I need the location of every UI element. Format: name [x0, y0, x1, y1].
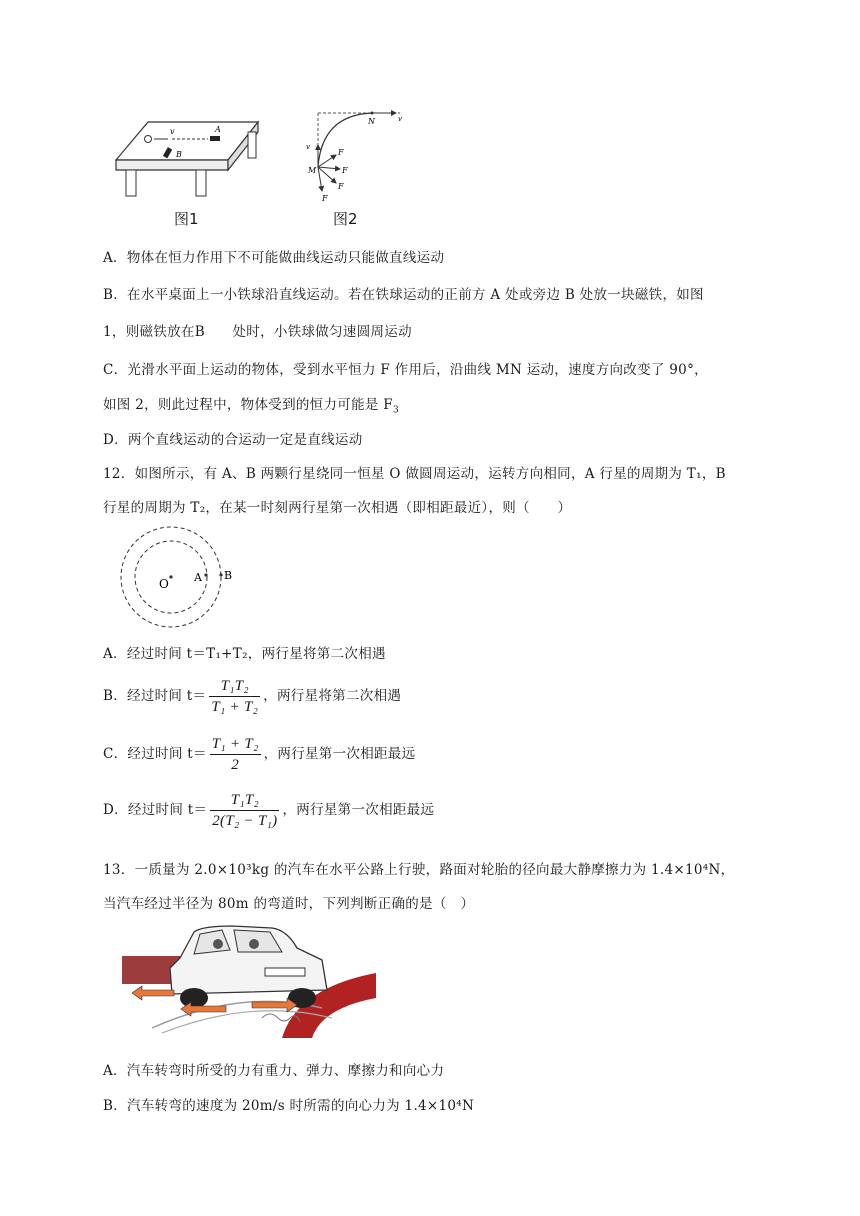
fraction-denominator: T₁ + T₂: [211, 699, 259, 715]
q11-option-c-subscript: 3: [392, 405, 399, 416]
q12-orbit-diagram: [116, 525, 236, 635]
q13-stem-line2: 当汽车经过半径为 80m 的弯道时，下列判断正确的是（ ）: [103, 896, 475, 912]
fraction-denominator: 2(T₂ − T₁): [212, 813, 278, 829]
q12-option-c: [103, 734, 415, 775]
fraction-numerator: T₁ + T₂: [210, 734, 261, 755]
q12-option-c-prefix: C．经过时间 t＝: [103, 746, 207, 762]
force-f1-label: F: [338, 148, 344, 157]
q11-option-d: D．两个直线运动的合运动一定是直线运动: [103, 432, 363, 448]
velocity-label: v: [170, 127, 175, 136]
q12-option-d-prefix: D．经过时间 t＝: [103, 802, 208, 818]
force-f4-label: F: [322, 194, 328, 203]
q13-option-a: A．汽车转弯时所受的力有重力、弹力、摩擦力和向心力: [103, 1063, 445, 1079]
figure-1-caption: 图1: [174, 210, 199, 228]
q11-option-c-line2: [103, 393, 399, 416]
fraction-numerator: T₁T₂: [209, 676, 260, 697]
figure-1-table: [108, 112, 268, 204]
q13-car-illustration: [122, 918, 376, 1038]
q12-option-b-fraction: [209, 676, 260, 717]
orbit-b-label: B: [224, 569, 233, 582]
magnet-a-label: A: [215, 125, 221, 134]
force-f3-label: F: [338, 182, 344, 191]
q11-option-c-line1: C．光滑水平面上运动的物体，受到水平恒力 F 作用后，沿曲线 MN 运动，速度方向改变了 90°，: [103, 362, 708, 378]
q12-option-b-suffix: ，两行星将第二次相遇: [263, 688, 402, 704]
q11-option-a: A．物体在恒力作用下不可能做曲线运动只能做直线运动: [103, 250, 445, 266]
velocity-m-label: v: [306, 143, 310, 151]
fraction-denominator: 2: [231, 757, 240, 773]
q12-option-b: [103, 676, 401, 717]
magnet-b-label: B: [176, 150, 182, 159]
velocity-n-label: v: [398, 115, 402, 123]
q13-option-b: B．汽车转弯的速度为 20m/s 时所需的向心力为 1.4×10⁴N: [103, 1098, 475, 1114]
q12-option-d-suffix: ，两行星第一次相距最远: [282, 802, 435, 818]
q12-option-c-fraction: [210, 734, 261, 775]
q12-option-d: [103, 790, 434, 831]
orbit-o-label: O: [159, 577, 169, 591]
orbit-a-label: A: [194, 571, 202, 584]
q12-option-a: A．经过时间 t＝T₁+T₂，两行星将第二次相遇: [103, 646, 386, 662]
q13-stem-line1: 13．一质量为 2.0×10³kg 的汽车在水平公路上行驶，路面对轮胎的径向最大静摩擦力为 1.4×10⁴N，: [103, 862, 735, 878]
figure-2-curve: [300, 105, 410, 205]
q12-option-d-fraction: [210, 790, 279, 831]
fraction-numerator: T₁T₂: [210, 790, 279, 811]
force-f2-label: F: [342, 166, 348, 175]
figure-2-caption: 图2: [333, 210, 358, 228]
q11-option-c-text: 如图 2，则此过程中，物体受到的恒力可能是 F: [103, 397, 393, 413]
q12-stem-line2: 行星的周期为 T₂，在某一时刻两行星第一次相遇（即相距最近），则（ ）: [103, 500, 572, 516]
point-m-label: M: [308, 166, 317, 175]
q11-option-b-line2: 1，则磁铁放在B 处时，小铁球做匀速圆周运动: [103, 324, 412, 340]
point-n-label: N: [368, 117, 375, 126]
q12-stem-line1: 12．如图所示，有 A、B 两颗行星绕同一恒星 O 做圆周运动，运转方向相同，A 行星的周期为 T₁，B: [103, 466, 726, 482]
q12-option-c-suffix: ，两行星第一次相距最远: [263, 746, 416, 762]
q12-option-b-prefix: B．经过时间 t＝: [103, 688, 207, 704]
q11-option-b-line1: B．在水平桌面上一小铁球沿直线运动。若在铁球运动的正前方 A 处或旁边 B 处放一块磁铁，如图: [103, 287, 704, 303]
